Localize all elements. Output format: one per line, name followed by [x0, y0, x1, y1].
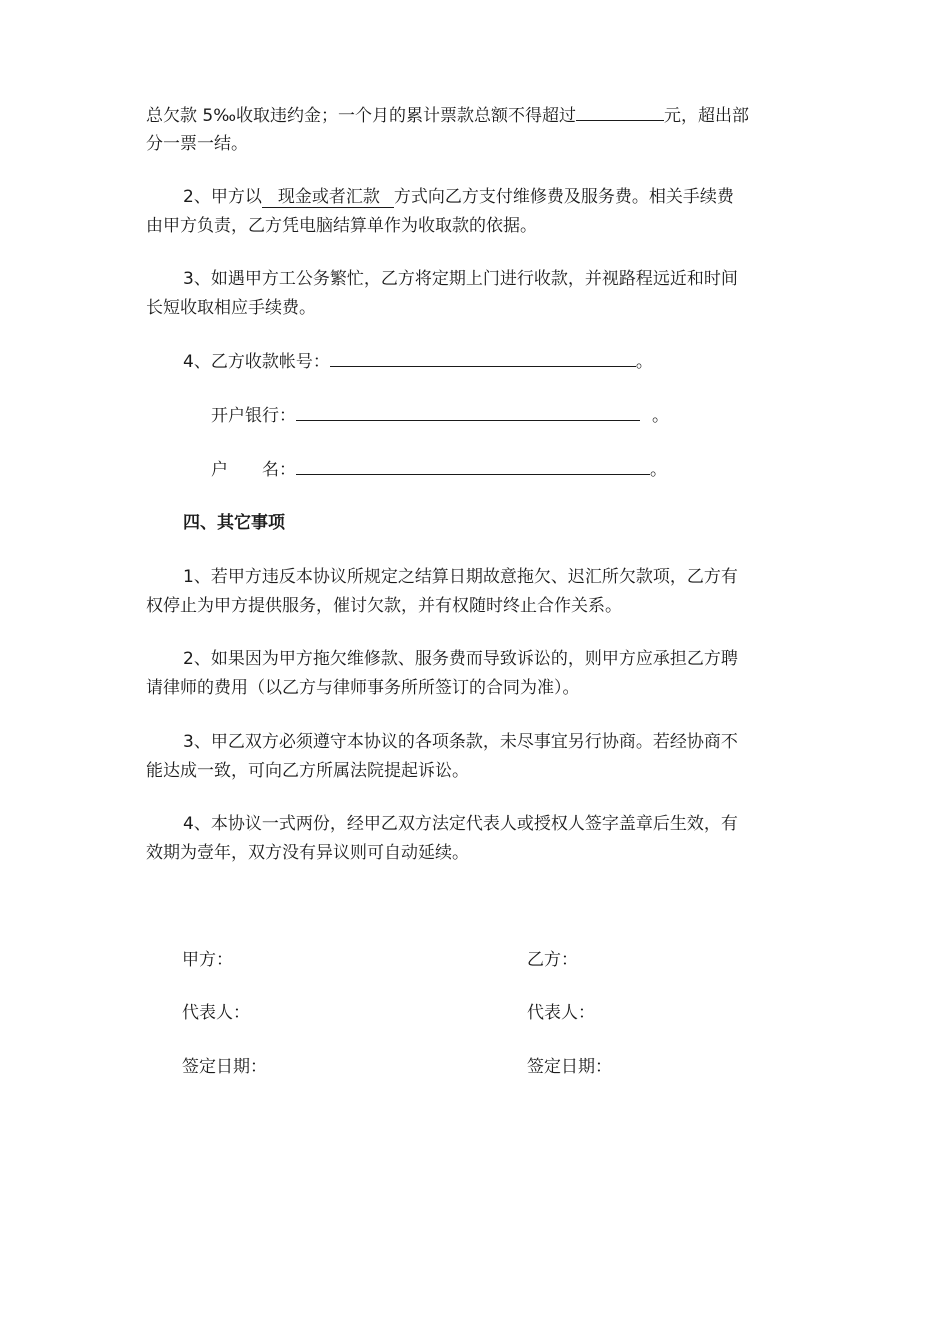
payment-method-field: 现金或者汇款: [262, 187, 394, 208]
paragraph-line: [183, 731, 738, 753]
text: 3、甲乙双方必须遵守本协议的各项条款，未尽事宜另行协商。若经协商不: [183, 732, 738, 752]
account-number-label: 4、乙方收款帐号：: [183, 352, 330, 372]
sign-date-a-label: 签定日期：: [182, 1057, 267, 1077]
text: 4、本协议一式两份，经甲乙双方法定代表人或授权人签字盖章后生效，有: [183, 814, 738, 834]
sign-date-b-label: 签定日期：: [527, 1057, 612, 1077]
text: 由甲方负责，乙方凭电脑结算单作为收取款的依据。: [146, 216, 537, 236]
bank-blank: [296, 404, 640, 421]
text: 。: [652, 406, 669, 426]
paragraph-line: [146, 297, 316, 319]
account-name-label: 户 名：: [211, 460, 296, 480]
paragraph-line: [146, 760, 469, 782]
blank-line: [576, 104, 664, 121]
paragraph-line: [183, 186, 734, 208]
text: 长短收取相应手续费。: [146, 298, 316, 318]
text: 。: [650, 460, 667, 480]
account-number-line: [183, 350, 653, 373]
paragraph-line: [183, 268, 738, 290]
paragraph-line: [146, 677, 580, 699]
text: 方式向乙方支付维修费及服务费。相关手续费: [393, 187, 734, 207]
text: 3、如遇甲方工公务繁忙，乙方将定期上门进行收款，并视路程远近和时间: [183, 269, 738, 289]
party-a-label: 甲方：: [182, 950, 233, 970]
party-b-label: 乙方：: [527, 950, 578, 970]
text: 。: [635, 352, 653, 372]
text: 分一票一结。: [146, 134, 248, 154]
account-name-line: [211, 458, 667, 481]
representative-a-label: 代表人：: [182, 1003, 250, 1023]
paragraph-line: [146, 104, 749, 127]
paragraph-line: [146, 215, 537, 237]
text: 权停止为甲方提供服务，催讨欠款，并有权随时终止合作关系。: [146, 596, 622, 616]
representative-b-label: 代表人：: [527, 1003, 595, 1023]
section-heading: 四、其它事项: [183, 513, 285, 533]
text: 请律师的费用（以乙方与律师事务所所签订的合同为准）。: [146, 678, 580, 698]
text: 能达成一致，可向乙方所属法院提起诉讼。: [146, 761, 469, 781]
text: 总欠款 5‰收取违约金；一个月的累计票款总额不得超过: [146, 106, 577, 126]
paragraph-line: [183, 648, 738, 670]
text: 元，超出部: [664, 106, 750, 126]
text: 效期为壹年，双方没有异议则可自动延续。: [146, 843, 469, 863]
paragraph-line: [183, 813, 738, 835]
paragraph-line: [183, 566, 738, 588]
account-number-blank: [330, 350, 636, 367]
bank-line: [211, 404, 669, 427]
bank-label: 开户银行：: [211, 406, 296, 426]
paragraph-line: [146, 842, 469, 864]
text: 2、如果因为甲方拖欠维修款、服务费而导致诉讼的，则甲方应承担乙方聘: [183, 649, 738, 669]
account-name-blank: [296, 458, 650, 475]
text: 2、甲方以: [183, 187, 262, 207]
paragraph-line: [146, 133, 248, 155]
paragraph-line: [146, 595, 622, 617]
text: 1、若甲方违反本协议所规定之结算日期故意拖欠、迟汇所欠款项，乙方有: [183, 567, 738, 587]
